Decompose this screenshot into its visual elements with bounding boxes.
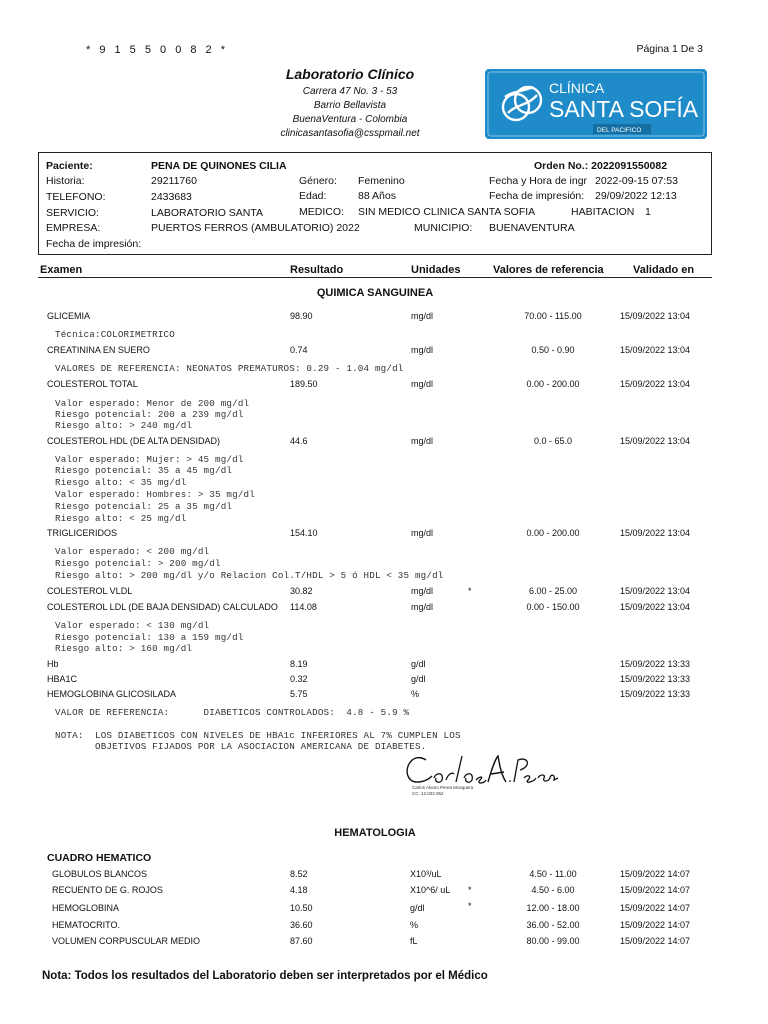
row-unit: mg/dl <box>411 311 434 321</box>
logo-line2: SANTA SOFÍA <box>549 96 699 122</box>
medico-label: MEDICO: <box>299 206 344 218</box>
row-date: 15/09/2022 13:33 <box>620 659 691 669</box>
row-ref: 0.00 - 200.00 <box>526 379 580 389</box>
section-title-quimica: QUIMICA SANGUINEA <box>316 287 434 299</box>
row-date: 15/09/2022 14:07 <box>620 885 691 895</box>
row-ref: 36.00 - 52.00 <box>526 920 580 930</box>
note-line: Riesgo potencial: > 200 mg/dl <box>55 558 221 569</box>
row-ref: 12.00 - 18.00 <box>526 903 580 913</box>
col-header-unidades: Unidades <box>411 264 461 276</box>
row-result: 154.10 <box>290 528 318 538</box>
paciente-label: Paciente: <box>46 160 93 172</box>
telefono-label: TELEFONO: <box>46 191 106 203</box>
col-header-examen: Examen <box>40 264 83 276</box>
note-line: Valor esperado: < 200 mg/dl <box>55 546 210 557</box>
note-line: Riesgo potencial: 200 a 239 mg/dl <box>55 409 244 420</box>
row-date: 15/09/2022 13:33 <box>620 674 691 684</box>
row-name: HEMATOCRITO. <box>52 920 121 930</box>
row-name: HEMOGLOBINA <box>52 903 120 913</box>
row-unit: mg/dl <box>411 379 434 389</box>
barcode-text: * 9 1 5 5 0 0 8 2 * <box>86 44 229 56</box>
row-name: GLOBULOS BLANCOS <box>52 869 148 879</box>
note-line: Técnica:COLORIMETRICO <box>55 329 175 340</box>
row-result: 4.18 <box>290 885 308 895</box>
historia-value: 29211760 <box>151 175 197 187</box>
lab-neighborhood: Barrio Bellavista <box>313 100 387 111</box>
row-ref: 0.50 - 0.90 <box>531 345 575 355</box>
logo-line1: CLÍNICA <box>549 80 605 96</box>
subsection-title-cuadro: CUADRO HEMATICO <box>47 852 152 864</box>
note-line: Valor esperado: < 130 mg/dl <box>55 620 210 631</box>
row-result: 36.60 <box>290 920 313 930</box>
servicio-value: LABORATORIO SANTA <box>151 207 264 219</box>
row-result: 10.50 <box>290 903 313 913</box>
edad-value: 88 Años <box>358 190 396 202</box>
lab-header <box>230 66 470 141</box>
note-line: VALORES DE REFERENCIA: NEONATOS PREMATUROS: 0.29 - 1.04 mg/dl <box>55 363 404 374</box>
fecha-impresion-label: Fecha de impresión: <box>489 190 585 202</box>
row-result: 8.19 <box>290 659 308 669</box>
row-date: 15/09/2022 13:33 <box>620 689 691 699</box>
row-date: 15/09/2022 14:07 <box>620 920 691 930</box>
row-unit: g/dl <box>411 659 426 669</box>
note-line: Riesgo alto: > 160 mg/dl <box>55 643 193 654</box>
clinic-logo <box>485 69 707 139</box>
municipio-label: MUNICIPIO: <box>414 222 473 234</box>
row-ref: 0.00 - 150.00 <box>526 602 580 612</box>
note-line: Riesgo potencial: 130 a 159 mg/dl <box>55 632 244 643</box>
note-line: Riesgo alto: < 35 mg/dl <box>55 477 187 488</box>
col-header-validado: Validado en <box>633 264 695 276</box>
row-ref: 6.00 - 25.00 <box>528 586 578 596</box>
genero-value: Femenino <box>358 175 405 187</box>
note-line: NOTA: LOS DIABETICOS CON NIVELES DE HBA1c INFERIORES AL 7% CUMPLEN LOS <box>55 730 461 741</box>
row-name: HEMOGLOBINA GLICOSILADA <box>47 689 177 699</box>
row-unit: X10³/uL <box>410 869 442 879</box>
row-date: 15/09/2022 13:04 <box>620 602 691 612</box>
page-number: Página 1 De 3 <box>636 43 703 55</box>
row-result: 30.82 <box>290 586 313 596</box>
row-name: Hb <box>47 659 59 669</box>
row-unit: g/dl <box>410 903 425 913</box>
row-result: 0.74 <box>290 345 308 355</box>
row-ref: 0.00 - 200.00 <box>526 528 580 538</box>
row-result: 8.52 <box>290 869 308 879</box>
row-date: 15/09/2022 13:04 <box>620 379 691 389</box>
col-header-valores: Valores de referencia <box>493 264 604 276</box>
row-name: COLESTEROL VLDL <box>47 586 133 596</box>
row-date: 15/09/2022 13:04 <box>620 528 691 538</box>
note-line: VALOR DE REFERENCIA: DIABETICOS CONTROLADOS: 4.8 - 5.9 % <box>55 707 410 718</box>
footer-note: Nota: Todos los resultados del Laboratorio deben ser interpretados por el Médico <box>42 970 488 982</box>
note-line: Valor esperado: Menor de 200 mg/dl <box>55 398 250 409</box>
row-unit: mg/dl <box>411 586 434 596</box>
row-result: 98.90 <box>290 311 313 321</box>
fecha-impresion-2-label: Fecha de impresión: <box>46 238 142 250</box>
orden-number: Orden No.: 2022091550082 <box>534 160 668 172</box>
edad-label: Edad: <box>299 190 327 202</box>
section-title-hematologia: HEMATOLOGIA <box>334 827 416 839</box>
row-name: RECUENTO DE G. ROJOS <box>52 885 163 895</box>
row-ref: 4.50 - 6.00 <box>531 885 575 895</box>
note-line: Riesgo potencial: 25 a 35 mg/dl <box>55 501 233 512</box>
lab-title: Laboratorio Clínico <box>285 66 415 82</box>
note-line: Riesgo potencial: 35 a 45 mg/dl <box>55 465 233 476</box>
row-date: 15/09/2022 13:04 <box>620 586 691 596</box>
row-result: 87.60 <box>290 936 313 946</box>
telefono-value: 2433683 <box>151 191 192 203</box>
row-name: TRIGLICERIDOS <box>47 528 118 538</box>
note-line: Riesgo alto: > 240 mg/dl <box>55 420 193 431</box>
row-date: 15/09/2022 14:07 <box>620 903 691 913</box>
empresa-value: PUERTOS FERROS (AMBULATORIO) 2022 <box>151 222 360 234</box>
row-date: 15/09/2022 13:04 <box>620 436 691 446</box>
note-line: Riesgo alto: > 200 mg/dl y/o Relacion Col.T/HDL > 5 ó HDL < 35 mg/dl <box>55 570 444 581</box>
logo-line3: DEL PACIFICO <box>597 127 642 134</box>
fecha-impresion-value: 29/09/2022 12:13 <box>595 190 677 202</box>
row-name: GLICEMIA <box>47 311 91 321</box>
row-result: 44.6 <box>290 436 308 446</box>
lab-city: BuenaVentura - Colombia <box>292 114 408 125</box>
servicio-label: SERVICIO: <box>46 207 99 219</box>
row-ref: 70.00 - 115.00 <box>524 311 582 321</box>
note-line: Riesgo alto: < 25 mg/dl <box>55 513 187 524</box>
row-ref: 4.50 - 11.00 <box>529 869 577 879</box>
col-header-resultado: Resultado <box>290 264 344 276</box>
row-result: 114.08 <box>290 602 317 612</box>
paciente-value: PENA DE QUINONES CILIA <box>151 160 287 172</box>
row-name: COLESTEROL HDL (DE ALTA DENSIDAD) <box>47 436 221 446</box>
historia-label: Historia: <box>46 175 85 187</box>
row-date: 15/09/2022 14:07 <box>620 869 691 879</box>
row-unit: % <box>410 920 419 930</box>
note-line: OBJETIVOS FIJADOS POR LA ASOCIACION AMERICANA DE DIABETES. <box>55 741 427 752</box>
signer-cc: CC. 12.022.062 <box>412 791 444 796</box>
row-date: 15/09/2022 13:04 <box>620 345 691 355</box>
row-unit: mg/dl <box>411 528 434 538</box>
row-result: 189.50 <box>290 379 318 389</box>
signature-image <box>400 748 560 790</box>
habitacion-label: HABITACION <box>571 206 635 218</box>
row-ref: 0.0 - 65.0 <box>533 436 573 446</box>
row-unit: mg/dl <box>411 436 434 446</box>
row-unit: % <box>411 689 420 699</box>
row-name: VOLUMEN CORPUSCULAR MEDIO <box>52 936 201 946</box>
row-unit: X10^6/ uL <box>410 885 451 895</box>
habitacion-value: 1 <box>645 206 651 218</box>
note-line: Valor esperado: Mujer: > 45 mg/dl <box>55 454 244 465</box>
row-name: COLESTEROL LDL (DE BAJA DENSIDAD) CALCULADO <box>47 602 278 612</box>
row-flag: * <box>468 885 472 895</box>
empresa-label: EMPRESA: <box>46 222 101 234</box>
note-line: Valor esperado: Hombres: > 35 mg/dl <box>55 489 255 500</box>
signer-name: Carlos Alvaro Perea Mosquera <box>412 785 474 790</box>
row-date: 15/09/2022 14:07 <box>620 936 691 946</box>
fecha-ingreso-value: 2022-09-15 07:53 <box>595 175 678 187</box>
row-name: HBA1C <box>47 674 78 684</box>
municipio-value: BUENAVENTURA <box>489 222 575 234</box>
fecha-ingreso-label: Fecha y Hora de ingr <box>489 175 588 187</box>
row-unit: fL <box>410 936 418 946</box>
lab-address: Carrera 47 No. 3 - 53 <box>302 86 398 97</box>
row-result: 5.75 <box>290 689 308 699</box>
row-flag: * <box>468 586 472 596</box>
row-flag: * <box>468 901 472 911</box>
row-unit: mg/dl <box>411 602 434 612</box>
row-date: 15/09/2022 13:04 <box>620 311 691 321</box>
row-unit: mg/dl <box>411 345 434 355</box>
row-result: 0.32 <box>290 674 308 684</box>
genero-label: Género: <box>299 175 337 187</box>
medico-value: SIN MEDICO CLINICA SANTA SOFIA <box>358 206 536 218</box>
lab-email: clinicasantasofia@csspmail.net <box>280 128 420 139</box>
header-divider <box>38 277 712 278</box>
row-ref: 80.00 - 99.00 <box>526 936 580 946</box>
row-name: COLESTEROL TOTAL <box>47 379 138 389</box>
row-name: CREATININA EN SUERO <box>47 345 150 355</box>
clinic-logo-graphic <box>485 69 707 139</box>
row-unit: g/dl <box>411 674 426 684</box>
